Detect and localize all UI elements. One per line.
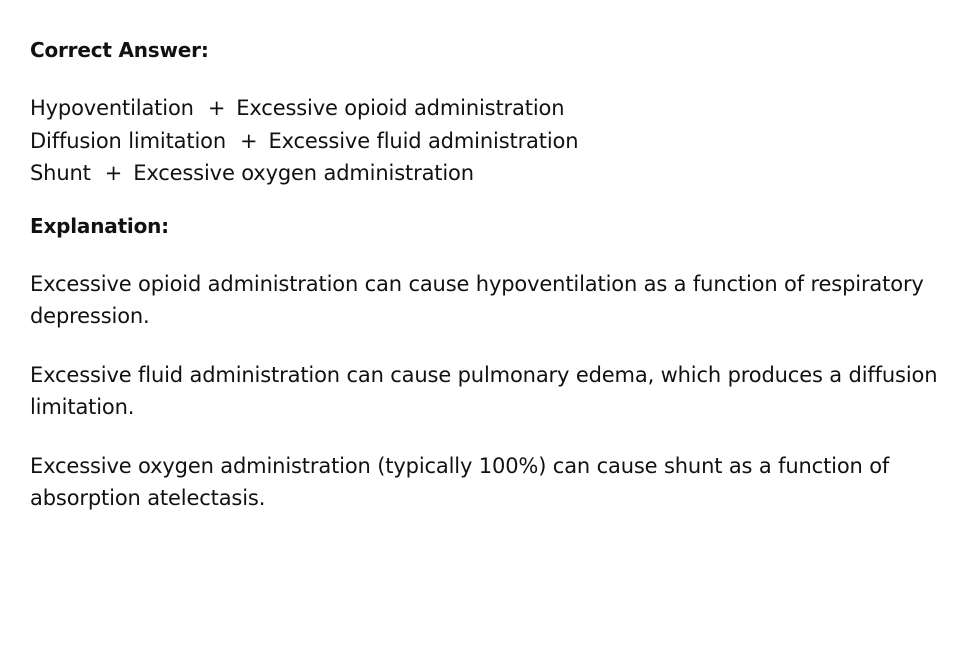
explanation-paragraph: Excessive oxygen administration (typically 100%) can cause shunt as a function of absorption atelectasis. [30, 453, 890, 510]
answer-right: Excessive fluid administration [268, 128, 579, 153]
plus-sign: + [207, 96, 226, 120]
answer-left: Hypoventilation [30, 96, 194, 120]
answer-row [30, 157, 940, 190]
plus-sign: + [240, 128, 258, 153]
plus-sign: + [104, 161, 123, 185]
correct-answer-heading: Correct Answer: [30, 38, 209, 62]
answer-left: Diffusion limitation [30, 128, 226, 153]
answer-right: Excessive oxygen administration [133, 161, 474, 185]
answer-right: Excessive opioid administration [236, 96, 565, 120]
answer-explanation-panel [30, 34, 940, 541]
explanation-heading: Explanation: [30, 213, 169, 238]
answer-list [30, 92, 940, 190]
explanation-list [30, 268, 940, 515]
explanation-paragraph: Excessive fluid administration can cause pulmonary edema, which produces a diffusion limitation. [30, 362, 938, 419]
answer-left: Shunt [30, 161, 91, 185]
answer-row [30, 125, 940, 158]
explanation-paragraph: Excessive opioid administration can cause hypoventilation as a function of respiratory depression. [30, 271, 924, 328]
answer-row [30, 92, 940, 125]
